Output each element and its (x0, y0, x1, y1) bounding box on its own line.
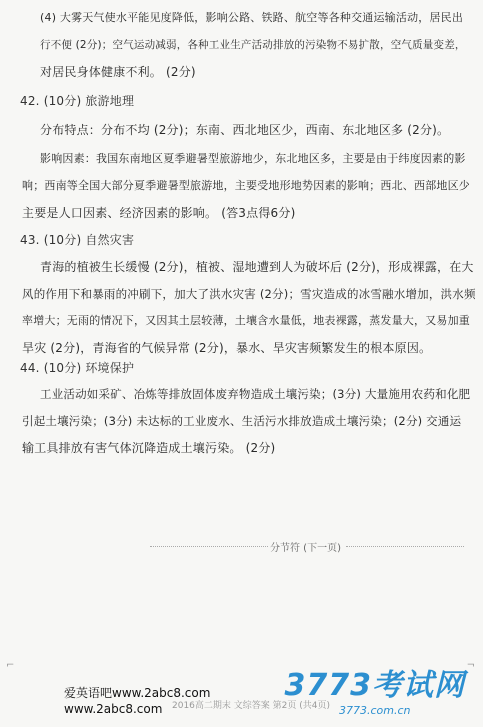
section-break-label: 分节符 (下一页) (270, 543, 341, 554)
answer-line: 分布特点：分布不均 (2分)；东南、西北地区少，西南、东北地区多 (2分)。 (40, 123, 450, 137)
answer-line: 风的作用下和暴雨的冲刷下，加大了洪水灾害 (2分)；雪灾造成的冰雪融水增加，洪水频 (22, 287, 476, 301)
answer-line: 输工具排放有害气体沉降造成土壤污染。 (2分) (22, 441, 276, 455)
page-footer: 2016高二期末 文综答案 第2页 (共4页) (172, 701, 330, 711)
question-heading: 42. (10分) 旅游地理 (20, 94, 135, 108)
answer-line: 工业活动如采矿、冶炼等排放固体废弃物造成土壤污染；(3分) 大量施用农药和化肥 (40, 387, 471, 401)
answer-line: 旱灾 (2分)，青海省的气候异常 (2分)，暴水、旱灾害频繁发生的根本原因。 (22, 341, 432, 355)
watermark-url: 3773.com.cn (339, 704, 411, 717)
watermark-left (64, 685, 210, 717)
answer-line: (4) 大雾天气使水平能见度降低，影响公路、铁路、航空等各种交通运输活动，居民出 (40, 11, 464, 24)
answer-line: 对居民身体健康不利。 (2分) (40, 65, 196, 79)
answer-line: 响；西南等全国大部分夏季避暑型旅游地，主要受地形地势因素的影响；西北、西部地区少 (22, 179, 470, 192)
question-heading: 43. (10分) 自然灾害 (20, 233, 135, 247)
watermark-left-line-1: 爱英语吧www.2abc8.com (64, 686, 211, 700)
watermark-left-line-2: www.2abc8.com (64, 702, 163, 716)
question-heading: 44. (10分) 环境保护 (20, 361, 135, 375)
answer-line: 主要是人口因素、经济因素的影响。 (答3点得6分) (22, 206, 296, 220)
answer-line: 青海的植被生长缓慢 (2分)，植被、湿地遭到人为破坏后 (2分)，形成裸露，在大 (40, 260, 474, 274)
answer-line: 影响因素：我国东南地区夏季避暑型旅游地少，东北地区多，主要是由于纬度因素的影 (40, 152, 466, 165)
answer-line: 行不便 (2分)；空气运动减弱，各种工业生产活动排放的污染物不易扩散，空气质量变差， (40, 39, 466, 51)
section-break-rule-right (346, 546, 464, 547)
crop-mark-left: ⌐ (6, 660, 15, 671)
section-break-rule-left (150, 546, 268, 547)
answer-line: 引起土壤污染；(3分) 未达标的工业废水、生活污水排放造成土壤污染；(2分) 交通运 (22, 414, 462, 428)
crop-mark-right: ¬ (466, 660, 475, 671)
watermark-logo-text: 3773考试网 (284, 668, 465, 703)
answer-line: 率增大；无雨的情况下，又因其土层较薄，土壤含水量低，地表裸露，蒸发量大，又易加重 (22, 314, 470, 327)
watermark-right-logo (285, 660, 466, 717)
